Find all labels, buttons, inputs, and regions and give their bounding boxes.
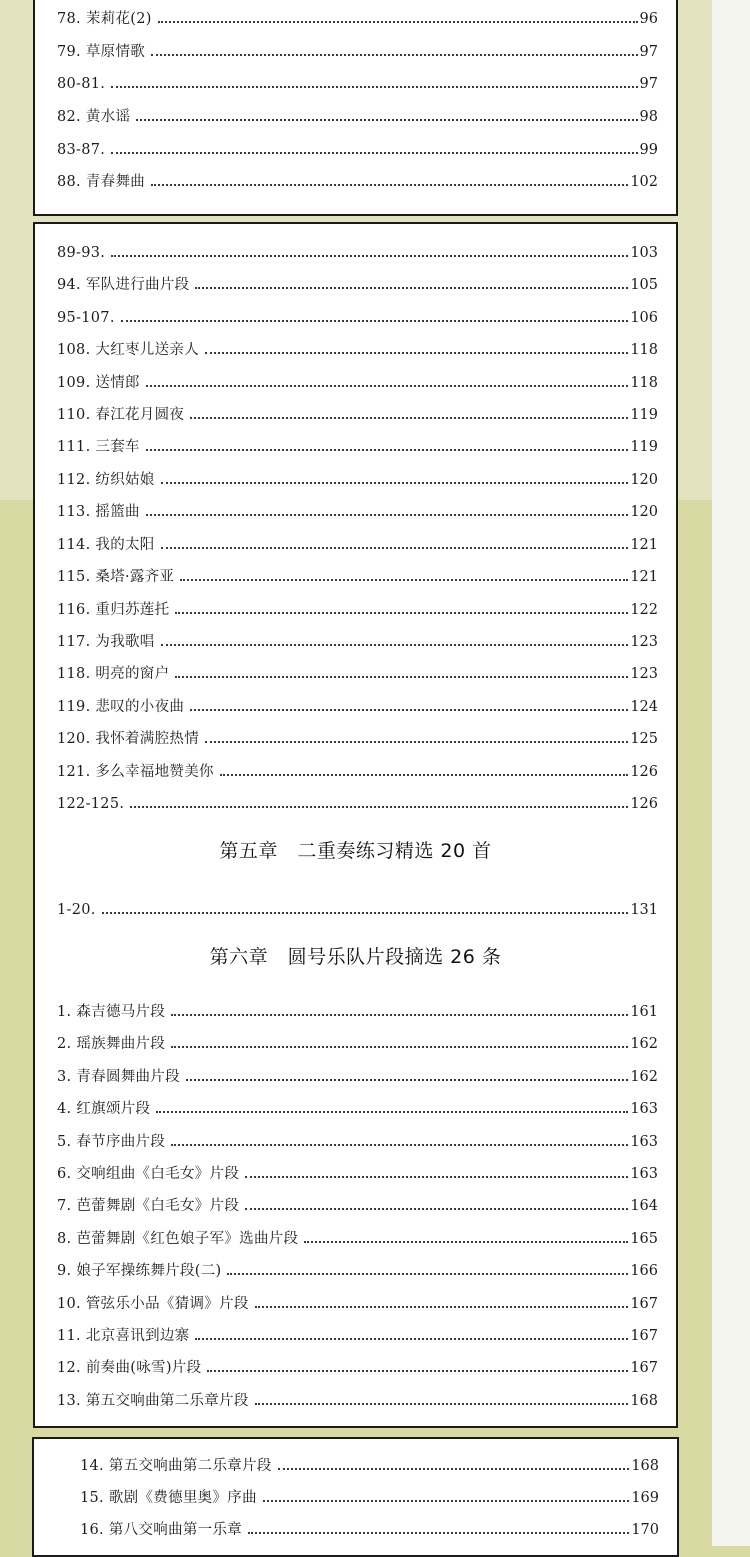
toc-page-panel-1 [33, 0, 678, 216]
toc-entry [57, 1056, 658, 1084]
toc-entry-title: 118. 明亮的窗户 [57, 665, 170, 682]
toc-entry-title: 115. 桑塔·露齐亚 [57, 568, 175, 585]
dot-leader [255, 1403, 629, 1405]
toc-entry [57, 161, 658, 189]
toc-entry [80, 1445, 659, 1473]
toc-entry-title: 111. 三套车 [57, 438, 140, 455]
toc-entry-page: 131 [630, 901, 658, 918]
toc-entry [57, 589, 658, 617]
dot-leader [195, 287, 628, 289]
dot-leader [245, 1208, 628, 1210]
toc-entry [57, 491, 658, 519]
dot-leader [207, 1370, 628, 1372]
toc-entry-title: 1. 森吉德马片段 [57, 1003, 166, 1020]
toc-entry-page: 165 [630, 1230, 658, 1247]
toc-entry [57, 686, 658, 714]
dot-leader [111, 152, 637, 154]
toc-entry-page: 167 [630, 1295, 658, 1312]
toc-entry [57, 96, 658, 124]
chapter-heading: 第六章 圆号乐队片段摘选 26 条 [209, 946, 502, 968]
toc-entry-page: 163 [630, 1100, 658, 1117]
dot-leader [158, 21, 638, 23]
dot-leader [146, 514, 629, 516]
chapter-heading: 第五章 二重奏练习精选 20 首 [219, 840, 492, 862]
toc-entry-page: 168 [631, 1457, 659, 1474]
dot-leader [161, 547, 629, 549]
toc-entry [57, 1153, 658, 1181]
toc-entry-title: 82. 黄水谣 [57, 108, 131, 125]
dot-leader [146, 385, 629, 387]
dot-leader [255, 1306, 629, 1308]
toc-entry [57, 1315, 658, 1343]
toc-entry-page: 169 [631, 1489, 659, 1506]
toc-entry-page: 125 [630, 730, 658, 747]
toc-entry-page: 162 [630, 1068, 658, 1085]
toc-entry-title: 12. 前奏曲(咏雪)片段 [57, 1359, 202, 1376]
toc-entry-page: 126 [630, 763, 658, 780]
dot-leader [156, 1111, 628, 1113]
dot-leader [171, 1014, 628, 1016]
dot-leader [151, 54, 637, 56]
toc-entry [57, 1121, 658, 1149]
background-right-strip [712, 0, 750, 1546]
toc-entry [57, 1380, 658, 1408]
toc-entry [57, 751, 658, 779]
toc-entry-page: 118 [630, 341, 658, 358]
dot-leader [245, 1176, 628, 1178]
toc-entry [57, 1250, 658, 1278]
toc-entry [57, 31, 658, 59]
toc-entry [57, 783, 658, 811]
toc-entry-title: 80-81. [57, 75, 106, 92]
toc-entry-page: 168 [630, 1392, 658, 1409]
toc-entry-page: 121 [630, 568, 658, 585]
toc-entry [57, 362, 658, 390]
dot-leader [171, 1144, 628, 1146]
toc-entry [57, 718, 658, 746]
dot-leader [161, 482, 629, 484]
toc-entry [57, 63, 658, 91]
toc-entry-title: 10. 管弦乐小品《猜调》片段 [57, 1295, 249, 1312]
dot-leader [220, 774, 629, 776]
toc-entry [57, 129, 658, 157]
toc-entry-page: 170 [631, 1521, 659, 1538]
toc-entry-page: 99 [639, 141, 658, 158]
toc-entry [57, 889, 658, 917]
toc-entry-page: 124 [630, 698, 658, 715]
dot-leader [186, 1079, 628, 1081]
toc-entry-page: 163 [630, 1165, 658, 1182]
toc-entry-title: 1-20. [57, 901, 96, 918]
dot-leader [136, 119, 637, 121]
toc-entry [80, 1477, 659, 1505]
dot-leader [121, 320, 629, 322]
dot-leader [195, 1338, 628, 1340]
dot-leader [151, 184, 628, 186]
dot-leader [304, 1241, 628, 1243]
toc-entry-page: 119 [630, 438, 658, 455]
toc-entry-title: 6. 交响组曲《白毛女》片段 [57, 1165, 240, 1182]
toc-entry-title: 112. 纺织姑娘 [57, 471, 155, 488]
dot-leader [171, 1046, 628, 1048]
toc-entry [57, 1185, 658, 1213]
dot-leader [278, 1468, 630, 1470]
toc-entry-title: 117. 为我歌唱 [57, 633, 155, 650]
toc-entry-page: 106 [630, 309, 658, 326]
dot-leader [175, 676, 628, 678]
toc-entry-page: 167 [630, 1327, 658, 1344]
toc-entry-page: 119 [630, 406, 658, 423]
toc-entry-title: 120. 我怀着满腔热情 [57, 730, 199, 747]
toc-entry-title: 109. 送情郎 [57, 374, 140, 391]
toc-entry [57, 1088, 658, 1116]
toc-entry-title: 114. 我的太阳 [57, 536, 155, 553]
toc-entry [57, 0, 658, 26]
toc-entry-page: 105 [630, 276, 658, 293]
toc-entry-page: 102 [630, 173, 658, 190]
toc-entry-title: 113. 摇篮曲 [57, 503, 140, 520]
toc-entry-page: 103 [630, 244, 658, 261]
toc-entry [57, 1347, 658, 1375]
dot-leader [205, 741, 628, 743]
toc-entry-title: 11. 北京喜讯到边寨 [57, 1327, 190, 1344]
toc-entry [80, 1509, 659, 1537]
toc-entry [57, 1218, 658, 1246]
toc-entry-title: 15. 歌剧《费德里奥》序曲 [80, 1489, 257, 1506]
toc-entry-title: 5. 春节序曲片段 [57, 1133, 166, 1150]
toc-entry-page: 96 [639, 10, 658, 27]
toc-entry [57, 297, 658, 325]
toc-entry-title: 110. 春江花月圆夜 [57, 406, 185, 423]
dot-leader [190, 417, 628, 419]
toc-entry [57, 459, 658, 487]
toc-entry-page: 126 [630, 795, 658, 812]
toc-entry-title: 78. 茉莉花(2) [57, 10, 152, 27]
toc-entry-title: 116. 重归苏莲托 [57, 601, 170, 618]
toc-entry-title: 4. 红旗颂片段 [57, 1100, 151, 1117]
toc-entry-title: 2. 瑶族舞曲片段 [57, 1035, 166, 1052]
toc-entry [57, 394, 658, 422]
toc-entry-title: 7. 芭蕾舞剧《白毛女》片段 [57, 1197, 240, 1214]
toc-entry-page: 167 [630, 1359, 658, 1376]
toc-entry [57, 264, 658, 292]
toc-entry-title: 3. 青春圆舞曲片段 [57, 1068, 180, 1085]
toc-entry-page: 120 [630, 471, 658, 488]
toc-entry-title: 14. 第五交响曲第二乐章片段 [80, 1457, 272, 1474]
toc-entry-page: 163 [630, 1133, 658, 1150]
toc-entry-page: 166 [630, 1262, 658, 1279]
dot-leader [161, 644, 629, 646]
toc-entry-page: 118 [630, 374, 658, 391]
dot-leader [248, 1532, 629, 1534]
toc-entry-title: 79. 草原情歌 [57, 43, 146, 60]
toc-entry-page: 120 [630, 503, 658, 520]
toc-entry-title: 13. 第五交响曲第二乐章片段 [57, 1392, 249, 1409]
toc-entry-title: 9. 娘子军操练舞片段(二) [57, 1262, 222, 1279]
toc-entry-page: 164 [630, 1197, 658, 1214]
toc-entry [57, 621, 658, 649]
toc-entry-page: 97 [639, 75, 658, 92]
toc-entry-page: 122 [630, 601, 658, 618]
dot-leader [102, 912, 629, 914]
toc-entry [57, 232, 658, 260]
dot-leader [130, 806, 628, 808]
toc-entry-title: 88. 青春舞曲 [57, 173, 146, 190]
toc-entry-title: 16. 第八交响曲第一乐章 [80, 1521, 243, 1538]
toc-entry-title: 83-87. [57, 141, 106, 158]
dot-leader [263, 1500, 629, 1502]
toc-entry-page: 98 [639, 108, 658, 125]
dot-leader [146, 449, 629, 451]
toc-entry-title: 121. 多么幸福地赞美你 [57, 763, 214, 780]
toc-entry [57, 991, 658, 1019]
toc-entry-page: 123 [630, 665, 658, 682]
dot-leader [111, 86, 637, 88]
dot-leader [190, 709, 628, 711]
toc-page-panel-3 [32, 1437, 679, 1557]
dot-leader [180, 579, 628, 581]
toc-entry-page: 161 [630, 1003, 658, 1020]
toc-entry-page: 121 [630, 536, 658, 553]
dot-leader [227, 1273, 628, 1275]
dot-leader [205, 352, 628, 354]
toc-entry [57, 1283, 658, 1311]
toc-entry-page: 97 [639, 43, 658, 60]
toc-entry-title: 89-93. [57, 244, 106, 261]
toc-entry-page: 162 [630, 1035, 658, 1052]
toc-entry-page: 123 [630, 633, 658, 650]
toc-entry-title: 94. 军队进行曲片段 [57, 276, 190, 293]
toc-entry-title: 95-107. [57, 309, 115, 326]
toc-entry-title: 108. 大红枣儿送亲人 [57, 341, 199, 358]
toc-entry [57, 1023, 658, 1051]
toc-entry [57, 653, 658, 681]
dot-leader [175, 612, 628, 614]
toc-entry-title: 122-125. [57, 795, 125, 812]
toc-entry-title: 119. 悲叹的小夜曲 [57, 698, 185, 715]
toc-entry-title: 8. 芭蕾舞剧《红色娘子军》选曲片段 [57, 1230, 299, 1247]
toc-entry [57, 329, 658, 357]
toc-entry [57, 426, 658, 454]
toc-entry [57, 556, 658, 584]
dot-leader [111, 255, 628, 257]
toc-page-panel-2 [33, 222, 678, 1428]
toc-entry [57, 524, 658, 552]
